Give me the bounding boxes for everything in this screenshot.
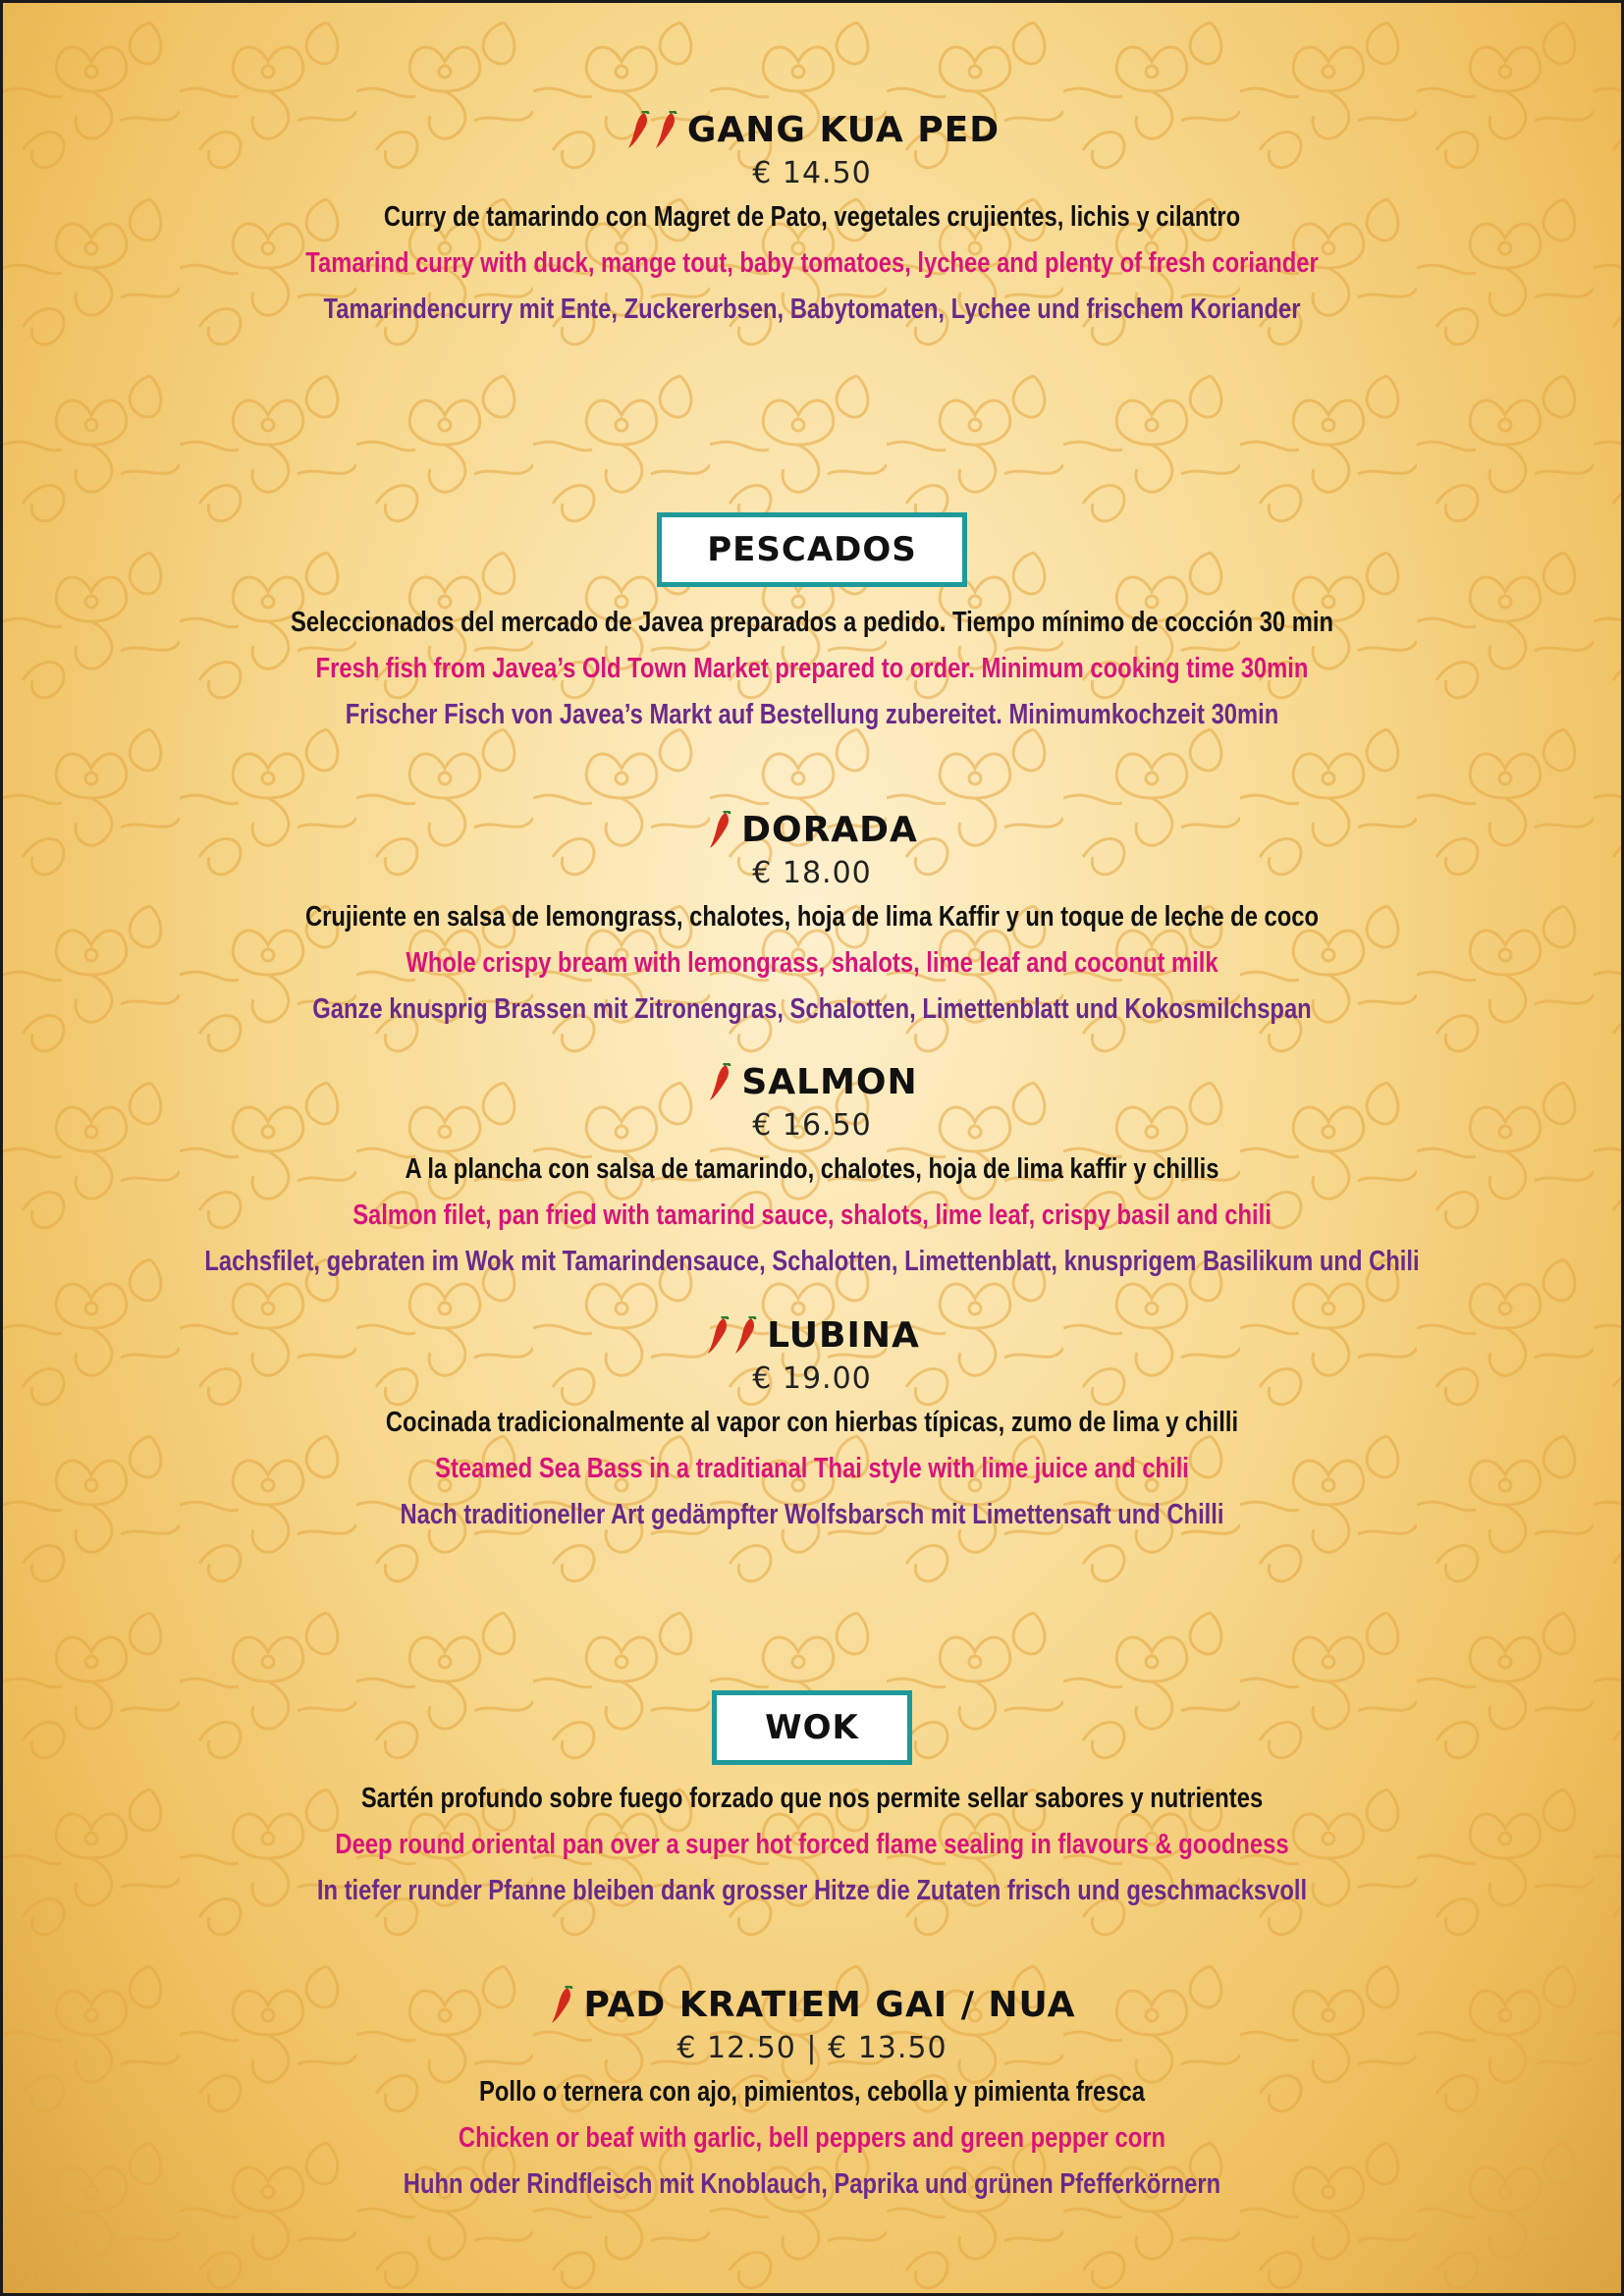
section-intro-wok	[3, 1776, 1621, 1914]
intro-german: In tiefer runder Pfanne bleiben dank grosser Hitze die Zutaten frisch und geschmacksvoll	[316, 1875, 1308, 1906]
intro-spanish: Sartén profundo sobre fuego forzado que nos permite sellar sabores y nutrientes	[360, 1783, 1264, 1814]
description-spanish: Crujiente en salsa de lemongrass, chalotes, hoja de lima Kaffir y un toque de leche de coco	[304, 901, 1320, 933]
chili-pepper-icon	[624, 111, 679, 150]
chili-pepper-icon	[706, 811, 733, 850]
description-german: Lachsfilet, gebraten im Wok mit Tamarindensauce, Schalotten, Limettenblatt, knusprigem Basilikum und Chili	[204, 1246, 1420, 1277]
description-spanish: Pollo o ternera con ajo, pimientos, cebolla y pimienta fresca	[479, 2076, 1145, 2108]
dish-name: LUBINA	[767, 1315, 920, 1356]
intro-english: Deep round oriental pan over a super hot forced flame sealing in flavours & goodness	[335, 1829, 1289, 1860]
dish-price: € 14.50	[752, 156, 872, 190]
description-english: Whole crispy bream with lemongrass, shalots, lime leaf and coconut milk	[406, 947, 1218, 979]
description-german: Huhn oder Rindfleisch mit Knoblauch, Paprika und grünen Pfefferkörnern	[403, 2168, 1221, 2200]
description-spanish: Curry de tamarindo con Magret de Pato, vegetales crujientes, lichis y cilantro	[383, 201, 1241, 233]
description-english: Steamed Sea Bass in a traditianal Thai style with lime juice and chili	[435, 1453, 1189, 1484]
chili-pepper-icon	[704, 1316, 759, 1356]
description-spanish: A la plancha con salsa de tamarindo, chalotes, hoja de lima kaffir y chillis	[405, 1153, 1219, 1185]
intro-english: Fresh fish from Javea’s Old Town Market prepared to order. Minimum cooking time 30min	[315, 653, 1309, 684]
section-title-wok: WOK	[712, 1690, 912, 1765]
description-german: Ganze knusprig Brassen mit Zitronengras, Schalotten, Limettenblatt und Kokosmilchspan	[312, 993, 1312, 1025]
dish-price: € 16.50	[752, 1108, 872, 1143]
dish-name: PAD KRATIEM GAI / NUA	[583, 1985, 1076, 2025]
dish-dorada	[3, 808, 1621, 1033]
dish-name: GANG KUA PED	[686, 110, 1001, 150]
description-german: Nach traditioneller Art gedämpfter Wolfsbarsch mit Limettensaft und Chilli	[400, 1499, 1224, 1530]
section-title-pescados: PESCADOS	[657, 512, 967, 587]
description-english: Tamarind curry with duck, mange tout, baby tomatoes, lychee and plenty of fresh coriander	[305, 247, 1319, 279]
dish-price: € 18.00	[752, 856, 872, 890]
dish-gang-kua-ped	[3, 108, 1621, 333]
intro-german: Frischer Fisch von Javea’s Markt auf Bestellung zubereitet. Minimumkochzeit 30min	[345, 699, 1279, 730]
section-intro-pescados	[3, 600, 1621, 738]
dish-salmon	[3, 1060, 1621, 1285]
intro-spanish: Seleccionados del mercado de Javea preparados a pedido. Tiempo mínimo de cocción 30 min	[290, 607, 1334, 638]
description-german: Tamarindencurry mit Ente, Zuckererbsen, Babytomaten, Lychee und frischem Koriander	[323, 294, 1301, 325]
dish-name: DORADA	[741, 810, 918, 850]
description-english: Salmon filet, pan fried with tamarind sauce, shalots, lime leaf, crispy basil and chili	[352, 1200, 1272, 1231]
description-spanish: Cocinada tradicionalmente al vapor con hierbas típicas, zumo de lima y chilli	[385, 1407, 1239, 1438]
description-english: Chicken or beaf with garlic, bell peppers and green pepper corn	[458, 2122, 1166, 2154]
dish-price: € 19.00	[752, 1362, 872, 1396]
dish-pad-kratiem-gai-nua	[3, 1983, 1621, 2208]
chili-pepper-icon	[706, 1063, 733, 1102]
dish-lubina	[3, 1313, 1621, 1538]
dish-price: € 12.50 | € 13.50	[677, 2031, 947, 2065]
chili-pepper-icon	[548, 1986, 575, 2025]
dish-name: SALMON	[741, 1062, 918, 1102]
